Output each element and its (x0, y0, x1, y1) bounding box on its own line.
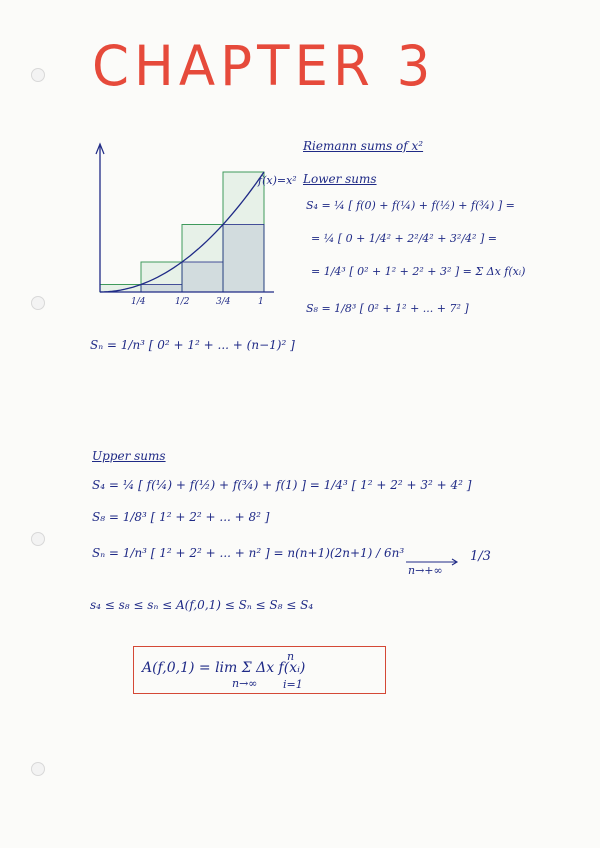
limit-under: n→+∞ (408, 564, 443, 577)
lower-rectangle (223, 225, 264, 293)
rectangles-group (100, 172, 264, 292)
upper-line-2: S₈ = 1/8³ [ 1² + 2² + ... + 8² ] (92, 510, 270, 524)
lower-rectangle (182, 262, 223, 292)
lower-sn: Sₙ = 1/n³ [ 0² + 1² + ... + (n−1)² ] (90, 338, 295, 352)
upper-line-3: Sₙ = 1/n³ [ 1² + 2² + ... + n² ] = n(n+1)(2n+1) / 6n³ (92, 546, 405, 560)
function-label: f(x)=x² (258, 174, 297, 187)
x-tick: 3/4 (216, 297, 231, 307)
lower-rectangle (141, 285, 182, 293)
upper-sums-heading: Upper sums (92, 449, 166, 463)
x-tick: 1/2 (175, 297, 190, 307)
lower-line-1: S₄ = ¼ [ f(0) + f(¼) + f(½) + f(¾) ] = (306, 199, 515, 212)
definition-sum-top: n (287, 650, 295, 663)
chapter-title: CHAPTER 3 (92, 34, 436, 99)
x-tick: 1/4 (131, 297, 146, 307)
limit-value: 1/3 (470, 549, 491, 564)
x-tick: 1 (258, 297, 264, 307)
binder-hole (31, 532, 45, 546)
definition-text: A(f,0,1) = lim Σ Δx f(xᵢ) (142, 660, 306, 676)
binder-hole (31, 68, 45, 82)
riemann-heading: Riemann sums of x² (303, 139, 424, 153)
upper-rectangle (100, 285, 141, 293)
definition-lim-sub: n→∞ (232, 677, 258, 690)
binder-hole (31, 762, 45, 776)
upper-line-1: S₄ = ¼ [ f(¼) + f(½) + f(¾) + f(1) ] = 1/4³ [ 1² + 2² + 3² + 4² ] (92, 478, 472, 492)
binder-hole (31, 296, 45, 310)
lower-sums-heading: Lower sums (303, 172, 377, 186)
inequality-chain: s₄ ≤ s₈ ≤ sₙ ≤ A(f,0,1) ≤ Sₙ ≤ S₈ ≤ S₄ (90, 598, 314, 612)
riemann-graph (84, 140, 294, 318)
lower-line-4: S₈ = 1/8³ [ 0² + 1² + ... + 7² ] (306, 302, 469, 315)
lower-line-3: = 1/4³ [ 0² + 1² + 2² + 3² ] = Σ Δx f(xᵢ) (311, 265, 526, 278)
lower-line-2: = ¼ [ 0 + 1/4² + 2²/4² + 3²/4² ] = (311, 232, 497, 245)
definition-sum-bottom: i=1 (283, 678, 303, 691)
